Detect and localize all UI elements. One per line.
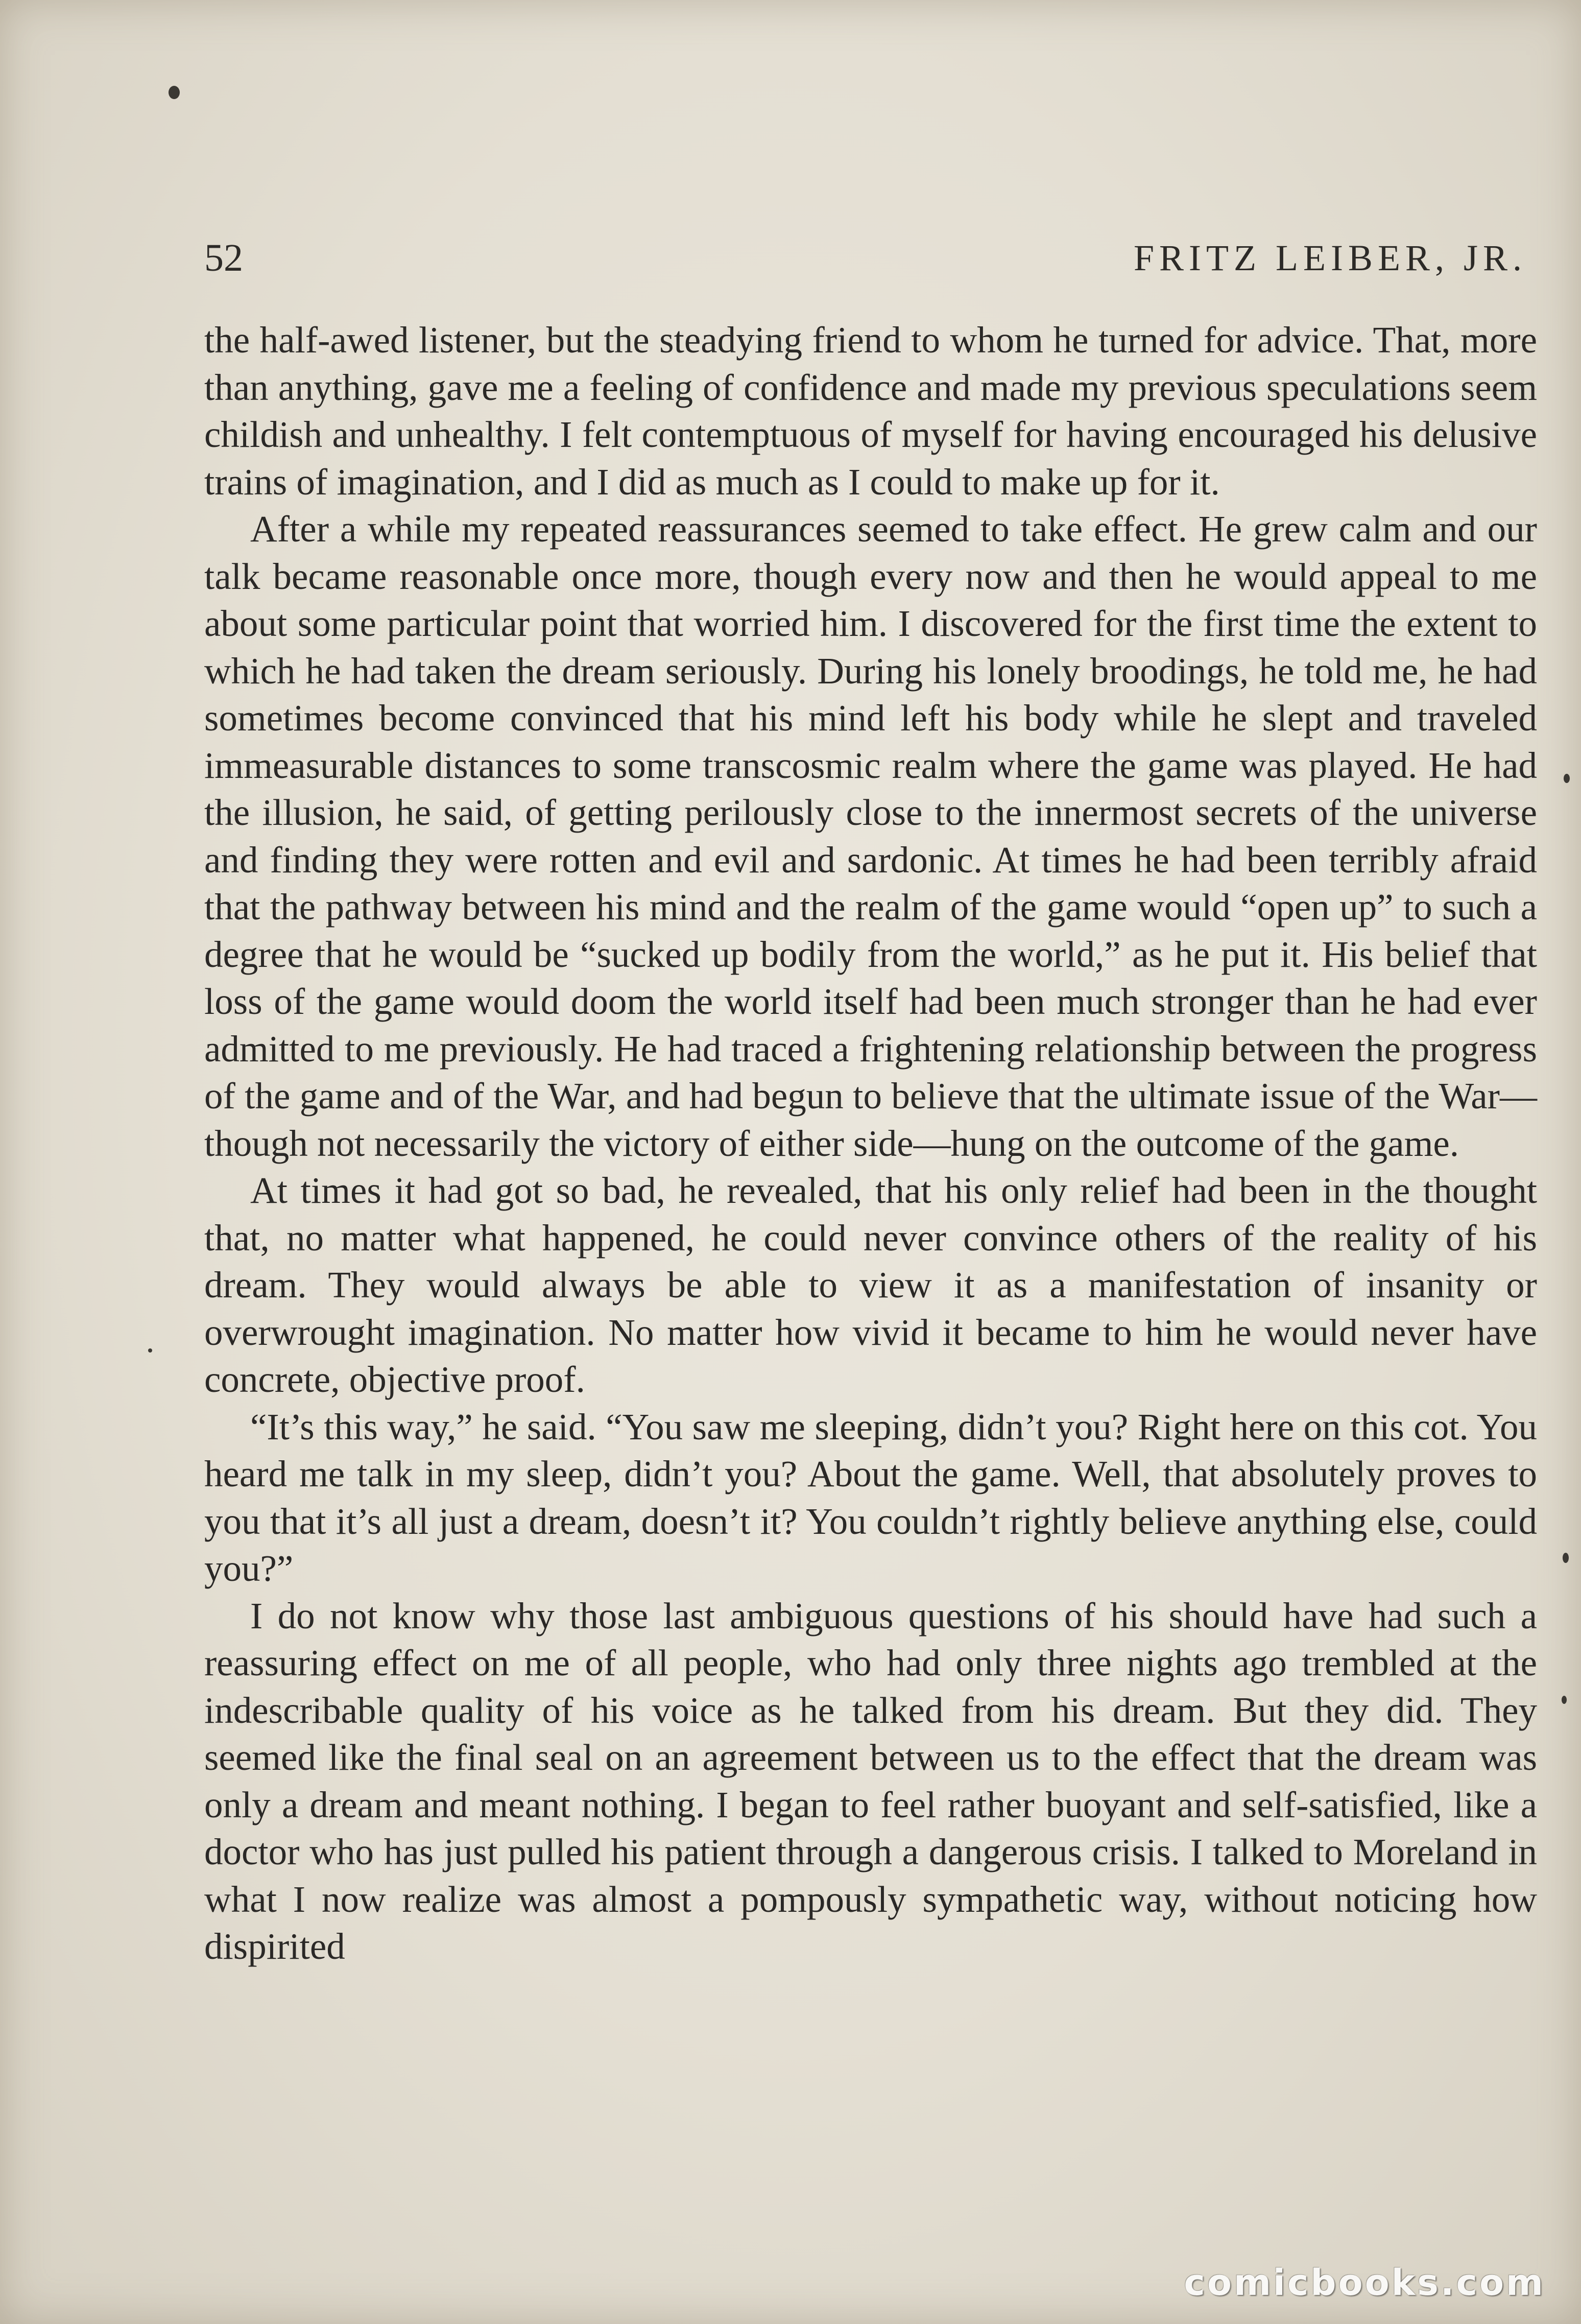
body-text [204, 317, 1537, 1971]
ink-speck [1563, 1553, 1569, 1563]
paragraph: After a while my repeated reassurances seemed to take effect. He grew calm and our talk became reasonable once more, though every now and then he would appeal to me about some particular point that worried him. I discovered for the first time the extent to which he had taken the dream seriously. During his lonely broodings, he told me, he had sometimes become convinced that his mind left his body while he slept and traveled immeasurable distances to some transcosmic realm where the game was played. He had the illusion, he said, of getting perilously close to the innermost secrets of the universe and finding they were rotten and evil and sardonic. At times he had been terribly afraid that the pathway between his mind and the realm of the game would “open up” to such a degree that he would be “sucked up bodily from the world,” as he put it. His belief that loss of the game would doom the world itself had been much stronger than he had ever admitted to me previously. He had traced a frightening relationship between the progress of the game and of the War, and had begun to believe that the ultimate issue of the War—though not necessarily the victory of either side—hung on the outcome of the game. [204, 508, 1537, 1164]
paragraph: the half-awed listener, but the steadying friend to whom he turned for advice. That, more than anything, gave me a feeling of confidence and made my previous speculations seem childish and unhealthy. I felt contemptuous of myself for having encouraged his delusive trains of imagination, and I did as much as I could to make up for it. [204, 319, 1537, 503]
page-number: 52 [204, 236, 243, 279]
ink-speck [1564, 774, 1570, 783]
ink-speck [148, 1348, 152, 1353]
page-header [204, 230, 1542, 286]
running-head-author: FRITZ LEIBER, JR. [1133, 238, 1527, 278]
paragraph: At times it had got so bad, he revealed, that his only relief had been in the thought that, no matter what happened, he could never convince others of the reality of his dream. They would always be able to view it as a manifestation of insanity or overwrought imagination. No matter how vivid it became to him he would never have concrete, objective proof. [204, 1170, 1537, 1400]
paragraph: I do not know why those last ambiguous questions of his should have had such a reassuring effect on me of all people, who had only three nights ago trembled at the indescribable quality of his voice as he talked from his dream. But they did. They seemed like the final seal on an agreement between us to the effect that the dream was only a dream and meant nothing. I began to feel rather buoyant and self-satisfied, like a doctor who has just pulled his patient through a dangerous crisis. I talked to Moreland in what I now realize was almost a pompously sympathetic way, without noticing how dispirited [204, 1595, 1537, 1967]
watermark: comicbooks.com [1184, 2262, 1545, 2304]
ink-speck [169, 86, 180, 99]
paragraph: “It’s this way,” he said. “You saw me sleeping, didn’t you? Right here on this cot. You heard me talk in my sleep, didn’t you? About the game. Well, that absolutely proves to you that it’s all just a dream, doesn’t it? You couldn’t rightly believe anything else, could you?” [204, 1406, 1537, 1589]
ink-speck [1562, 1696, 1567, 1704]
